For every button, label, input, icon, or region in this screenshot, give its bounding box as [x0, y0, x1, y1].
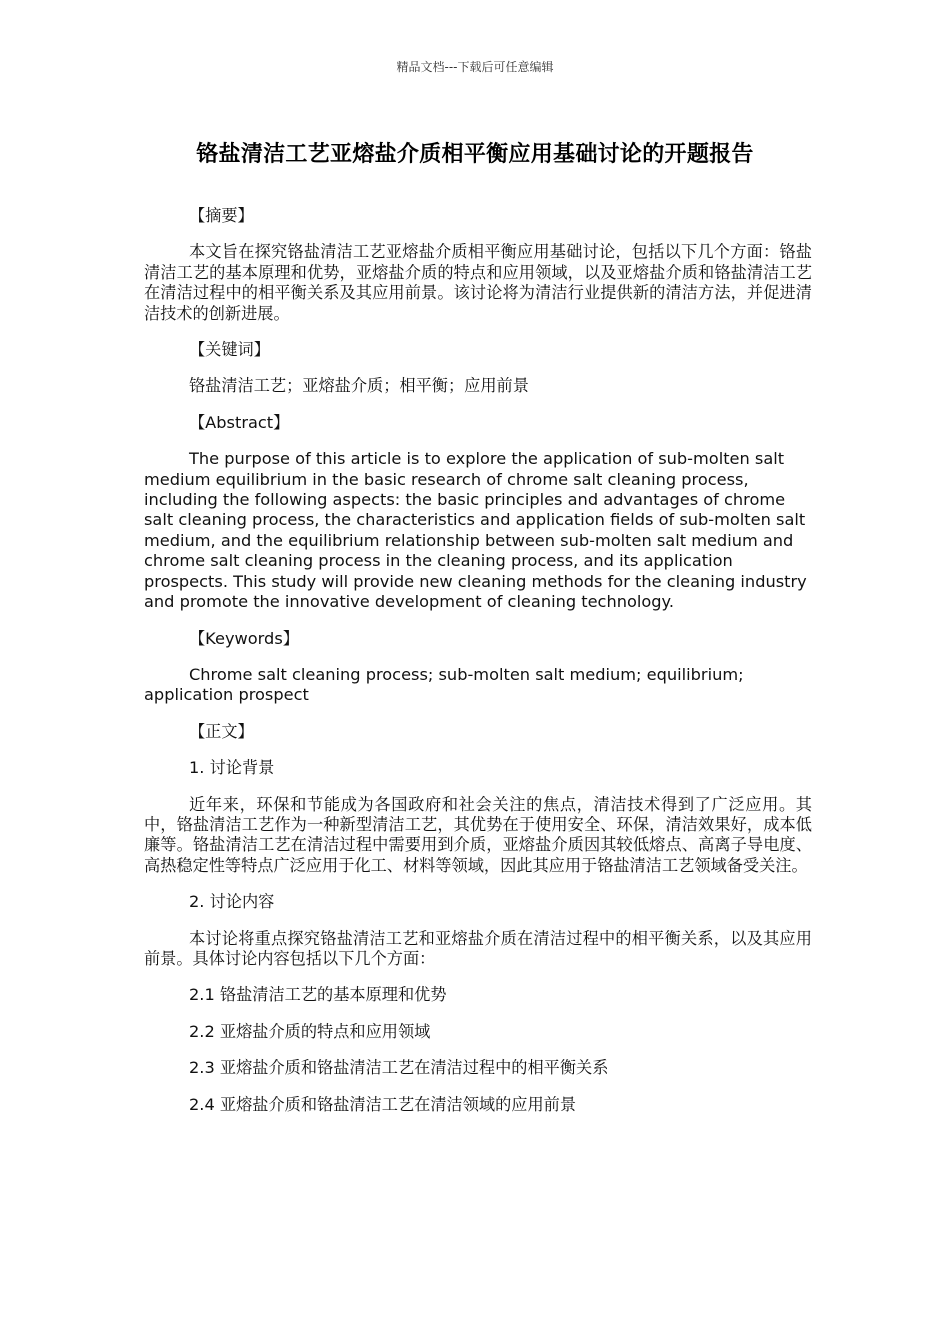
abstract-en-body: The purpose of this article is to explore the application of sub-molten salt medium equilibrium in the basic research of chrome salt cleaning process, including the following aspects: the basic principles and advantages of chrome salt cleaning process, the characteristics and application fields of sub-molten salt medium, and the equilibrium relationship between sub-molten salt medium and chrome salt cleaning process in the cleaning process, and its application prospects. This study will provide new cleaning methods for the cleaning industry and promote the innovative development of cleaning technology.	[144, 449, 807, 612]
document-body	[144, 206, 812, 1131]
section2-item: 2.4 亚熔盐介质和铬盐清洁工艺在清洁领域的应用前景	[189, 1094, 577, 1114]
abstract-cn-body: 本文旨在探究铬盐清洁工艺亚熔盐介质相平衡应用基础讨论，包括以下几个方面：铬盐清洁工艺的基本原理和优势，亚熔盐介质的特点和应用领域，以及亚熔盐介质和铬盐清洁工艺在清洁过程中的相平衡关系及其应用前景。该讨论将为清洁行业提供新的清洁方法，并促进清洁技术的创新进展。	[144, 242, 812, 323]
main-heading: 【正文】	[189, 721, 254, 741]
section2-body: 本讨论将重点探究铬盐清洁工艺和亚熔盐介质在清洁过程中的相平衡关系，以及其应用前景。具体讨论内容包括以下几个方面：	[144, 928, 812, 968]
keywords-en-heading: 【Keywords】	[189, 628, 299, 648]
keywords-cn-body: 铬盐清洁工艺；亚熔盐介质；相平衡；应用前景	[189, 376, 529, 396]
section2-item: 2.3 亚熔盐介质和铬盐清洁工艺在清洁过程中的相平衡关系	[189, 1058, 609, 1078]
section2-item: 2.2 亚熔盐介质的特点和应用领域	[189, 1021, 431, 1041]
page-header: 精品文档---下载后可任意编辑	[396, 60, 554, 74]
section2-heading: 2. 讨论内容	[189, 892, 275, 912]
section1-body: 近年来，环保和节能成为各国政府和社会关注的焦点，清洁技术得到了广泛应用。其中，铬盐清洁工艺作为一种新型清洁工艺，其优势在于使用安全、环保，清洁效果好，成本低廉等。铬盐清洁工艺在清洁过程中需要用到介质，亚熔盐介质因其较低熔点、高离子导电度、高热稳定性等特点广泛应用于化工、材料等领域，因此其应用于铬盐清洁工艺领域备受关注。	[144, 794, 812, 875]
keywords-en-body: Chrome salt cleaning process; sub-molten salt medium; equilibrium; application prospect	[144, 664, 744, 705]
abstract-en-heading: 【Abstract】	[189, 412, 290, 432]
document-title: 铬盐清洁工艺亚熔盐介质相平衡应用基础讨论的开题报告	[196, 142, 754, 167]
section2-item: 2.1 铬盐清洁工艺的基本原理和优势	[189, 985, 447, 1005]
keywords-cn-heading: 【关键词】	[189, 340, 270, 360]
section1-heading: 1. 讨论背景	[189, 758, 275, 778]
abstract-cn-heading: 【摘要】	[189, 206, 254, 225]
